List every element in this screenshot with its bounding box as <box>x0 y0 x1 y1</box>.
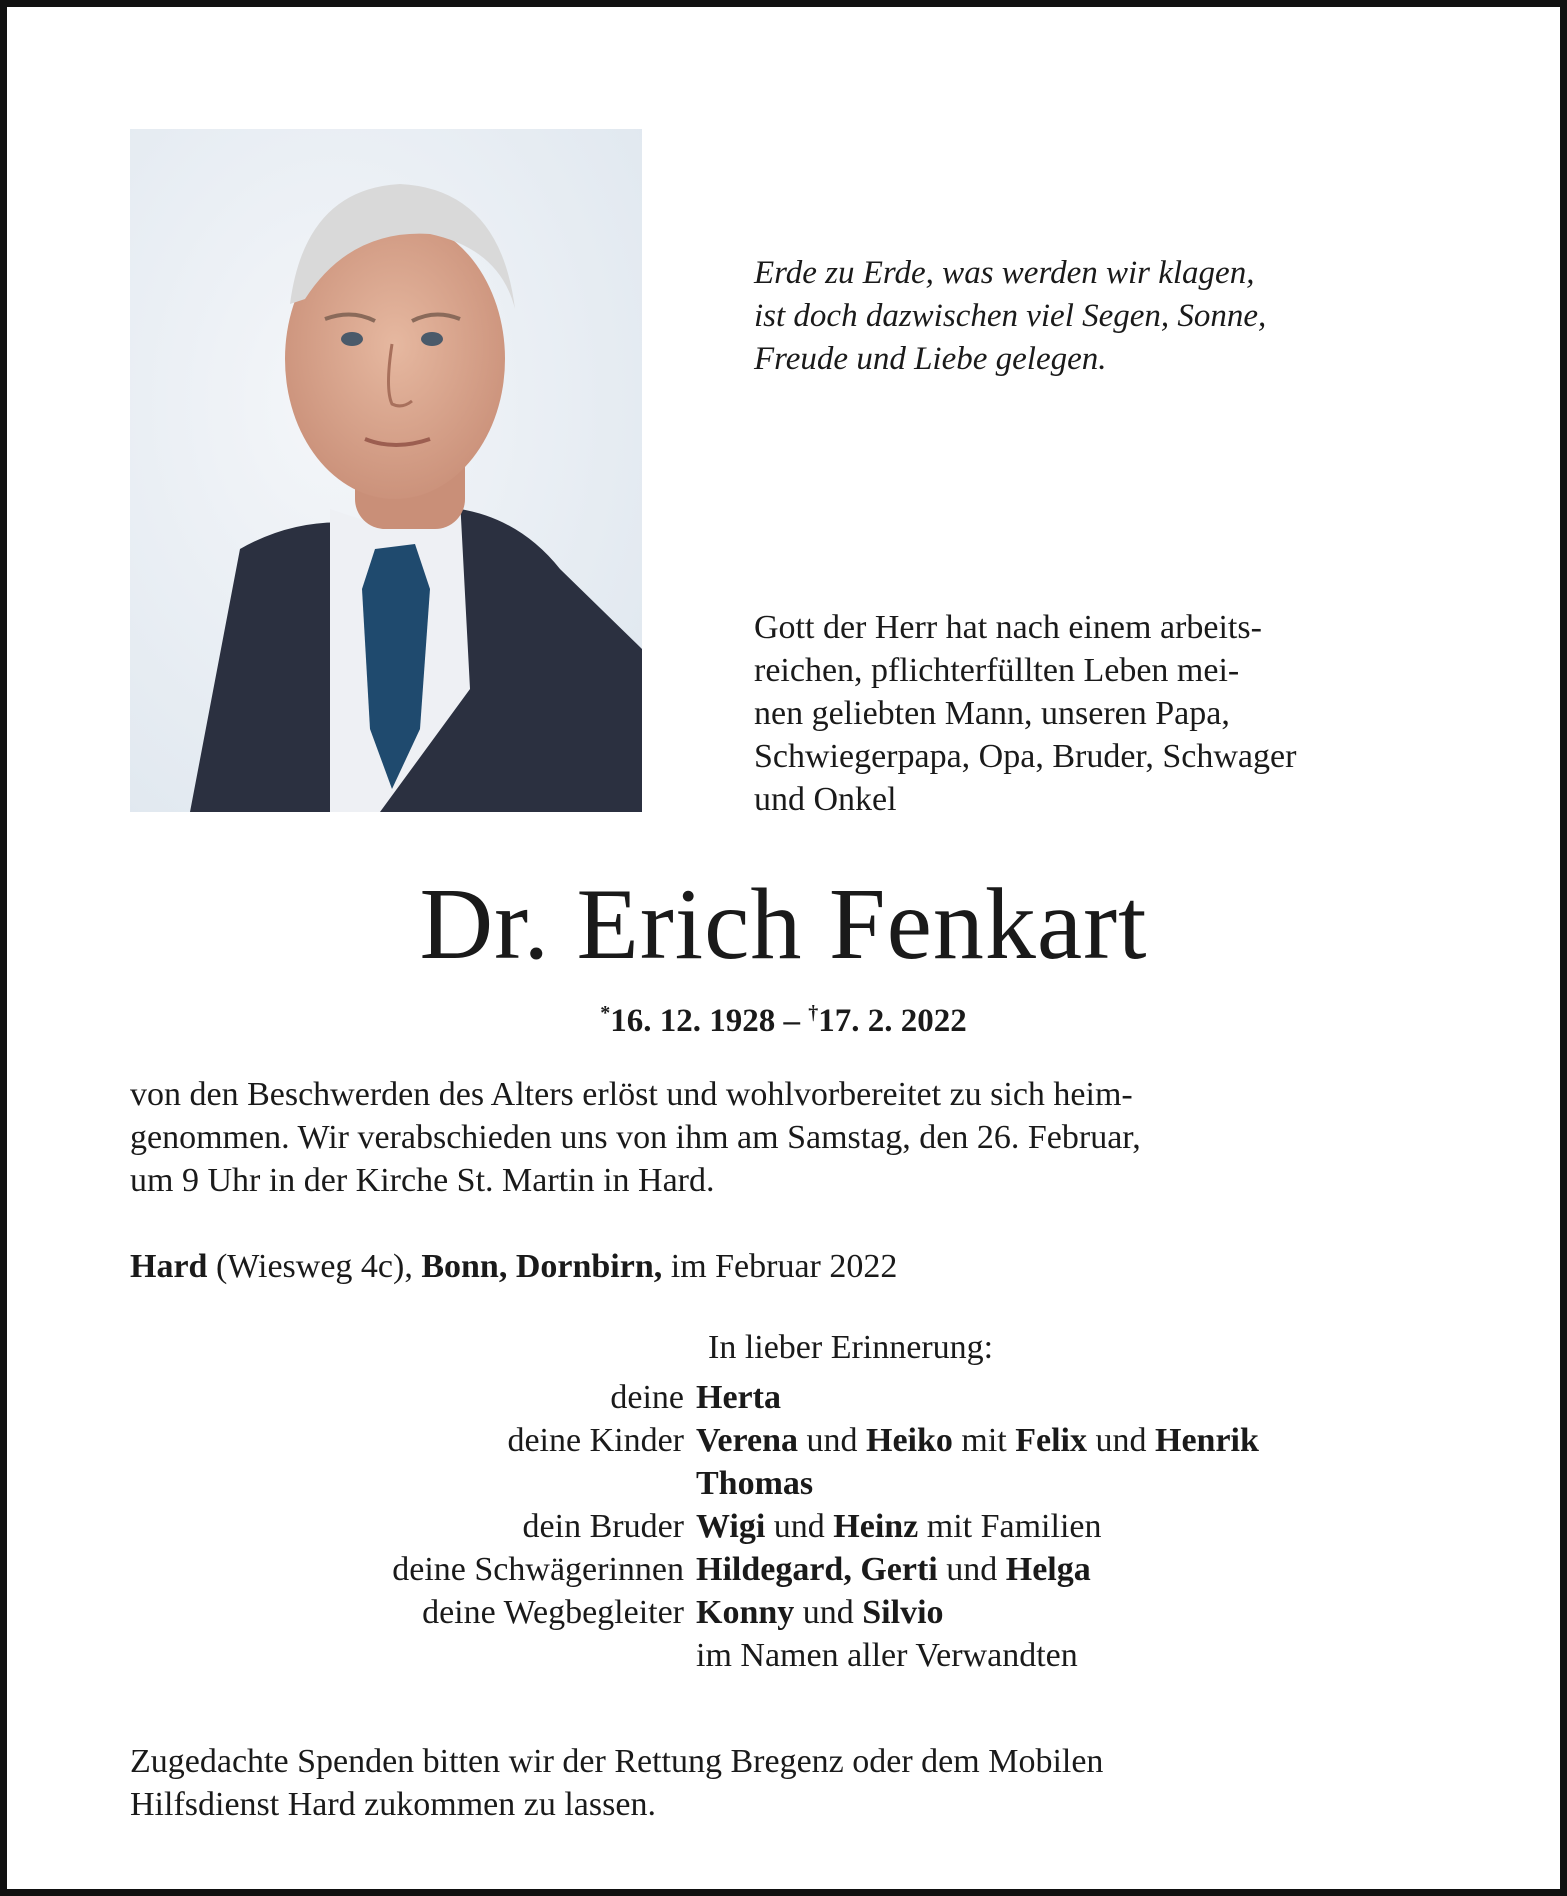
family-row <box>130 1591 1437 1634</box>
place-date-line <box>130 1245 1437 1288</box>
family-member-name: Felix <box>1015 1422 1088 1459</box>
family-row <box>130 1462 1437 1505</box>
family-names <box>696 1591 1437 1634</box>
family-connector: mit Familien <box>918 1508 1102 1545</box>
announcement-text: von den Beschwerden des Alters erlöst und wohlvorbereitet zu sich heim- genommen. Wir verabschieden uns von ihm am Samstag, den 26. Februar, um 9 Uhr in der Kirche St. Martin in Hard. <box>130 1076 1141 1199</box>
family-connector: und <box>937 1551 1006 1588</box>
life-dates <box>0 992 1567 1042</box>
family-names <box>696 1548 1437 1591</box>
family-row <box>130 1634 1437 1677</box>
family-connector: und <box>1087 1422 1156 1459</box>
family-row <box>130 1376 1437 1419</box>
family-member-name: Thomas <box>696 1465 814 1502</box>
family-relation: dein Bruder <box>522 1508 684 1545</box>
death-date: 17. 2. 2022 <box>818 1003 967 1039</box>
place-hard: Hard <box>130 1248 208 1285</box>
family-relation: deine Schwägerinnen <box>392 1551 684 1588</box>
family-member-name: Silvio <box>862 1594 944 1631</box>
family-member-name: Konny <box>696 1594 795 1631</box>
place-cities: Bonn, Dornbirn, <box>421 1248 663 1285</box>
place-address: (Wiesweg 4c), <box>207 1248 422 1285</box>
family-relation <box>130 1462 696 1505</box>
date-separator: – <box>775 1003 809 1039</box>
family-connector: und <box>794 1594 863 1631</box>
birth-symbol: * <box>600 1002 611 1024</box>
family-member-name: Heiko <box>866 1422 953 1459</box>
family-connector: mit <box>952 1422 1016 1459</box>
family-relation: deine Kinder <box>507 1422 684 1459</box>
family-member-name: Heinz <box>833 1508 919 1545</box>
family-member-name: Helga <box>1005 1551 1091 1588</box>
death-symbol: † <box>808 1002 819 1024</box>
family-names <box>696 1634 1437 1677</box>
family-names <box>696 1505 1437 1548</box>
family-connector: im Namen aller Verwandten <box>696 1637 1078 1674</box>
family-member-name: Wigi <box>696 1508 766 1545</box>
deceased-name: Dr. Erich Fenkart <box>419 868 1148 981</box>
family-relation: deine Wegbegleiter <box>422 1594 684 1631</box>
donation-note: Zugedachte Spenden bitten wir der Rettung Bregenz oder dem Mobilen Hilfsdienst Hard zukommen zu lassen. <box>130 1743 1104 1823</box>
family-connector: und <box>765 1508 834 1545</box>
family-names <box>696 1376 1437 1419</box>
family-names <box>696 1462 1437 1505</box>
family-row <box>130 1419 1437 1462</box>
place-date: im Februar 2022 <box>662 1248 898 1285</box>
family-member-name: Verena <box>696 1422 798 1459</box>
poem-verse: Erde zu Erde, was werden wir klagen, ist doch dazwischen viel Segen, Sonne, Freude und Liebe gelegen. <box>754 255 1267 377</box>
family-member-name: Henrik <box>1155 1422 1259 1459</box>
portrait-photo <box>130 129 642 812</box>
family-connector: und <box>798 1422 866 1459</box>
intro-text: Gott der Herr hat nach einem arbeits- reichen, pflichterfüllten Leben mei- nen geliebten Mann, unseren Papa, Schwiegerpapa, Opa, Bruder, Schwager und Onkel <box>754 609 1297 818</box>
family-member-name: Hildegard, Gerti <box>696 1551 938 1588</box>
memory-heading: In lieber Erinnerung: <box>708 1329 994 1366</box>
family-names <box>696 1419 1437 1462</box>
family-relation: deine <box>610 1379 684 1416</box>
family-row <box>130 1548 1437 1591</box>
family-member-name: Herta <box>696 1379 781 1416</box>
family-list <box>130 1376 1437 1677</box>
family-row <box>130 1505 1437 1548</box>
birth-date: 16. 12. 1928 <box>610 1003 776 1039</box>
family-relation <box>130 1634 696 1677</box>
